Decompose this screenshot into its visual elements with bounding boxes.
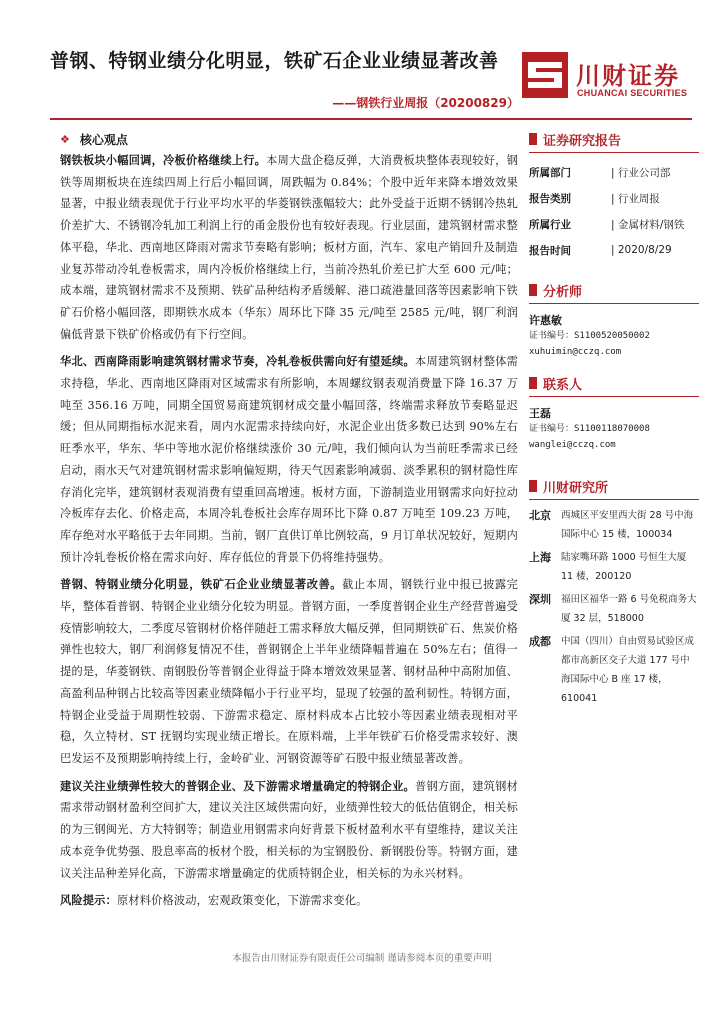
- sidebar: [529, 128, 699, 712]
- meta-value: | 金属材料/钢铁: [611, 218, 685, 231]
- report-title: 普钢、特钢业绩分化明显，铁矿石企业业绩显著改善: [50, 50, 499, 72]
- analyst-label: 分析师: [543, 284, 583, 300]
- address-city: 深圳: [529, 593, 551, 606]
- contact-cert: 证书编号：S1100118070008: [529, 424, 650, 434]
- paragraph-lead: 华北、西南降雨影响建筑钢材需求节奏，冷轧卷板供需向好有望延续。: [60, 355, 415, 369]
- section-marker-icon: [529, 284, 537, 296]
- contact-email[interactable]: wanglei@cczq.com: [529, 440, 616, 450]
- paragraph: [60, 776, 518, 885]
- section-marker-icon: [529, 133, 537, 145]
- header-divider: [50, 118, 692, 120]
- address-city: 成都: [529, 635, 551, 648]
- contact-heading: [529, 372, 699, 394]
- analyst-heading: [529, 279, 699, 301]
- institute-heading: [529, 475, 699, 497]
- paragraph: [60, 150, 518, 345]
- sidebar-divider: [529, 499, 699, 500]
- meta-key: 所属行业: [529, 218, 571, 231]
- analyst-email[interactable]: xuhuimin@cczq.com: [529, 347, 622, 357]
- paragraph: [60, 351, 518, 568]
- paragraph-lead: 普钢、特钢业绩分化明显，铁矿石企业业绩显著改善。: [60, 578, 343, 592]
- diamond-bullet-icon: ❖: [60, 132, 70, 146]
- paragraph-body: 截止本周，钢铁行业中报已披露完毕，整体看普钢、特钢企业业绩分化较为明显。普钢方面，一季度普钢企业生产经营普遍受疫情影响较大，二季度尽管钢材价格伴随赶工需求释放大幅反弹，但同期铁矿石、焦炭价格弹性也较大，钢厂利润修复情况不佳，普钢钢企上半年业绩降幅普遍在 50%左右；值得一提的是，华菱钢铁、南钢股份等普钢企业得益于降本增效效果显著、钢材品种中高附加值、高盈利品种钢占比较高等因素业绩降幅小于行业平均，显现了较强的盈利韧性。特钢方面，特钢企业受益于周期性较弱、下游需求稳定、原材料成本占比较小等因素业绩表现相对平稳，久立特材、ST 抚钢均实现业绩正增长。在原料端，上半年铁矿石价格受需求较好、澳巴发运不及预期影响持续上行，金岭矿业、河钢资源等矿石股中报业绩显著改善。: [60, 578, 518, 765]
- address-row: [529, 590, 699, 628]
- meta-key: 报告类别: [529, 192, 571, 205]
- meta-value: | 行业周报: [611, 192, 660, 205]
- sidebar-divider: [529, 152, 699, 153]
- core-views-heading: [60, 128, 518, 150]
- report-type-label: 证券研究报告: [543, 133, 622, 149]
- paragraph-lead: 建议关注业绩弹性较大的普钢企业、及下游需求增量确定的特钢企业。: [60, 779, 415, 793]
- address-city: 上海: [529, 551, 551, 564]
- meta-value: | 行业公司部: [611, 166, 671, 179]
- address-row: [529, 548, 699, 586]
- meta-value: | 2020/8/29: [611, 244, 672, 256]
- page-footer: 本报告由川财证券有限责任公司编制 谨请参阅本页的重要声明: [232, 953, 492, 964]
- sidebar-divider: [529, 303, 699, 304]
- core-views-label: 核心观点: [79, 132, 128, 147]
- meta-row: [529, 211, 699, 237]
- logo-chinese-name: 川财证券: [576, 62, 680, 90]
- meta-key: 报告时间: [529, 244, 571, 257]
- address-text: 陆家嘴环路 1000 号恒生大厦 11 楼，200120: [561, 552, 687, 582]
- paragraph-body: 本周建筑钢材整体需求持稳，华北、西南地区降雨对区域需求有所影响，本周螺纹钢表观消费量下降 16.37 万吨至 356.16 万吨，同期全国贸易商建筑钢材成交量小幅回落，终端需求释放节奏略显迟缓；但从同期指标水泥来看，周内水泥需求持续向好，水泥企业出货多数已达到 90%左右旺季水平，华东、华中等地水泥价格继续涨价 30 元/吨，我们倾向认为当前旺季需求已经启动，雨水天气对建筑钢材需求影响偏短期，待天气因素影响减弱、淡季累积的钢材隐性库存消化完毕，建筑钢材表观消费有望重回高增速。板材方面，下游制造业用钢需求向好拉动冷板库存去化、价格走高，本周冷轧卷板社会库存周环比下降 0.87 万吨至 109.23 万吨，库存绝对水平略低于去年同期。当前，钢厂直供订单比例较高，9 月订单状况较好，短期内预计冷轧卷板价格在需求向好、库存低位的背景下仍将维持强势。: [60, 355, 518, 564]
- contact-name: 王磊: [529, 407, 551, 420]
- paragraph-lead: 钢铁板块小幅回调，冷板价格继续上行。: [60, 154, 267, 167]
- chuancai-logo-icon: [522, 52, 568, 98]
- report-type-heading: [529, 128, 699, 150]
- section-marker-icon: [529, 377, 537, 389]
- address-text: 福田区福华一路 6 号免税商务大厦 32 层，518000: [561, 594, 697, 624]
- section-marker-icon: [529, 480, 537, 492]
- risk-warning-body: 原材料价格波动，宏观政策变化，下游需求变化。: [116, 894, 368, 908]
- address-row: [529, 506, 699, 544]
- risk-warning: [60, 890, 518, 912]
- address-row: [529, 632, 699, 708]
- paragraph-body: 普钢方面，建筑钢材需求带动钢材盈利空间扩大，建议关注区域供需向好，业绩弹性较大的低估值钢企，相关标的为三钢闽光、方大特钢等；制造业用钢需求向好背景下板材盈利水平有望维持，建议关注成本竞争优势强、股息率高的板材个股，相关标的为宝钢股份、新钢股份等。特钢方面，建议关注品种差异化高，下游需求增量确定的优质特钢企业，相关标的为永兴材料。: [60, 779, 518, 880]
- paragraph: [60, 574, 518, 769]
- sidebar-divider: [529, 396, 699, 397]
- meta-row: [529, 159, 699, 185]
- institute-label: 川财研究所: [543, 480, 609, 496]
- contact-label: 联系人: [543, 377, 583, 393]
- analyst-cert: 证书编号：S1100520050002: [529, 331, 650, 341]
- paragraph-body: 本周大盘企稳反弹，大消费板块整体表现较好，钢铁等周期板块在连续四周上行后小幅回调，周跌幅为 0.84%；个股中近年来降本增效效果显著，中报业绩表现优于行业平均水平的华菱钢铁涨幅较大；此外受益于近期不锈钢冷热轧价差扩大、不锈钢冷轧加工利润上行的甬金股份也有较好表现。行业层面，建筑钢材需求整体平稳，华北、西南地区降雨对需求节奏略有影响；板材方面，汽车、家电产销回升及制造业复苏带动冷轧卷板需求，周内冷板价格继续上行，当前冷热轧价差已扩大至 600 元/吨；成本端，建筑钢材需求不及预期、铁矿品种结构矛盾缓解、港口疏港量回落等因素影响下铁矿石价格小幅回落，即期铁水成本（华东）周环比下降 35 元/吨至 2585 元/吨，钢厂利润偏低背景下铁矿价格或仍有下行空间。: [60, 154, 518, 341]
- meta-row: [529, 185, 699, 211]
- address-text: 西城区平安里西大街 28 号中海国际中心 15 楼，100034: [561, 510, 694, 540]
- meta-key: 所属部门: [529, 166, 571, 179]
- analyst-name: 许惠敏: [529, 314, 562, 327]
- risk-warning-lead: 风险提示：: [60, 894, 117, 908]
- main-content: [60, 128, 518, 918]
- logo-english-name: CHUANCAI SECURITIES: [577, 88, 688, 98]
- meta-row: [529, 237, 699, 263]
- address-text: 中国（四川）自由贸易试验区成都市高新区交子大道 177 号中海国际中心 B 座 17 楼，610041: [561, 636, 695, 704]
- address-city: 北京: [529, 509, 551, 522]
- report-subtitle: ——钢铁行业周报（20200829）: [332, 96, 519, 110]
- company-logo: [522, 48, 692, 108]
